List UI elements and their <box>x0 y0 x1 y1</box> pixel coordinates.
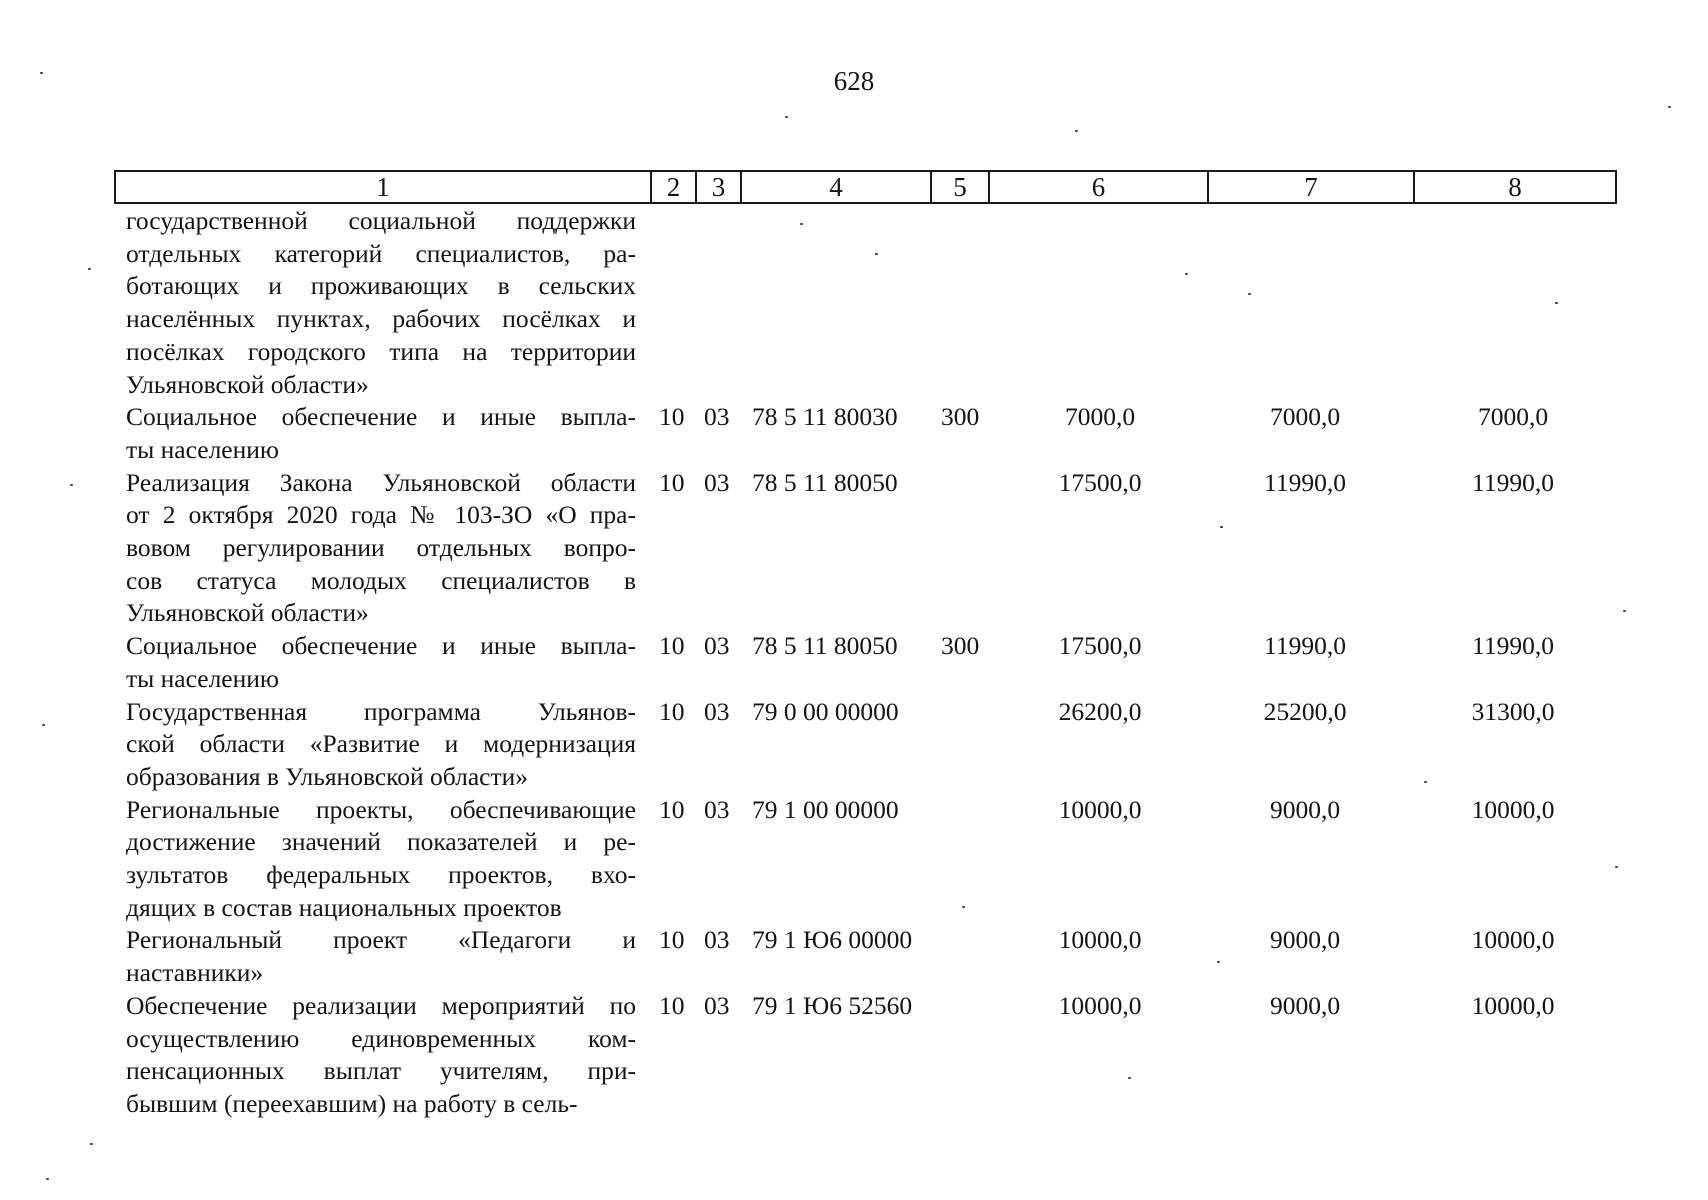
amount-col8-cell: 11990,0 <box>1472 631 1554 661</box>
description-line: Региональные проекты, обеспечивающие <box>126 794 636 824</box>
subsection-code-cell: 03 <box>704 925 730 955</box>
expense-type-cell: 300 <box>941 631 980 661</box>
description-line: Ульяновской области» <box>126 369 369 399</box>
description-line: ты населению <box>126 434 279 464</box>
amount-col8-cell: 10000,0 <box>1471 990 1555 1020</box>
amount-col6-cell: 10000,0 <box>1058 925 1142 955</box>
table-row <box>0 924 1708 989</box>
column-header-2: 2 <box>652 172 697 202</box>
amount-col8-cell: 7000,0 <box>1477 402 1549 432</box>
amount-col6-cell: 26200,0 <box>1058 696 1142 726</box>
amount-col6-cell: 17500,0 <box>1058 467 1142 497</box>
row-description <box>126 990 636 1121</box>
target-article-cell: 78 5 11 80050 <box>752 467 898 497</box>
section-code-cell: 10 <box>659 467 685 497</box>
amount-col6-cell: 10000,0 <box>1058 794 1142 824</box>
table-row <box>0 630 1708 695</box>
amount-col7-cell: 9000,0 <box>1269 990 1341 1020</box>
table-row <box>0 696 1708 794</box>
table-header <box>114 170 1617 204</box>
target-article-cell: 78 5 11 80050 <box>752 631 898 661</box>
row-description <box>126 401 636 466</box>
table-row <box>0 467 1708 631</box>
table-body <box>0 205 1708 1121</box>
description-line: дящих в состав национальных проектов <box>126 892 562 922</box>
amount-col6-cell: 17500,0 <box>1058 631 1142 661</box>
column-header-6: 6 <box>990 172 1209 202</box>
subsection-code-cell: 03 <box>704 696 730 726</box>
amount-col7-cell: 9000,0 <box>1269 794 1341 824</box>
description-line: Реализация Закона Ульяновской области <box>126 467 636 497</box>
column-header-1: 1 <box>116 172 652 202</box>
target-article-cell: 79 1 Ю6 52560 <box>752 990 913 1020</box>
amount-col7-cell: 7000,0 <box>1269 402 1341 432</box>
column-header-3: 3 <box>697 172 742 202</box>
subsection-code-cell: 03 <box>704 990 730 1020</box>
amount-col8-cell: 31300,0 <box>1471 696 1555 726</box>
row-description <box>126 924 636 989</box>
section-code-cell: 10 <box>659 631 685 661</box>
table-row <box>0 401 1708 466</box>
row-description <box>126 794 636 925</box>
amount-col8-cell: 10000,0 <box>1471 925 1555 955</box>
target-article-cell: 79 1 00 00000 <box>752 794 899 824</box>
subsection-code-cell: 03 <box>704 467 730 497</box>
description-line: от 2 октября 2020 года № 103-ЗО «О пра- <box>126 500 636 530</box>
description-line: вовом регулировании отдельных вопро- <box>126 533 636 563</box>
amount-col7-cell: 11990,0 <box>1264 631 1346 661</box>
table-row <box>0 794 1708 925</box>
subsection-code-cell: 03 <box>704 794 730 824</box>
expense-type-cell: 300 <box>941 402 980 432</box>
description-line: бывшим (переехавшим) на работу в сель- <box>126 1088 578 1118</box>
description-line: пенсационных выплат учителям, при- <box>126 1056 636 1086</box>
column-header-5: 5 <box>932 172 990 202</box>
amount-col7-cell: 11990,0 <box>1264 467 1346 497</box>
section-code-cell: 10 <box>659 794 685 824</box>
row-description <box>126 467 636 631</box>
description-line: отдельных категорий специалистов, ра- <box>126 238 636 268</box>
section-code-cell: 10 <box>659 925 685 955</box>
description-line: Социальное обеспечение и иные выпла- <box>126 402 636 432</box>
description-line: населённых пунктах, рабочих посёлках и <box>126 304 636 334</box>
description-line: Региональный проект «Педагоги и <box>126 925 636 955</box>
description-line: ты населению <box>126 663 279 693</box>
amount-col8-cell: 10000,0 <box>1471 794 1555 824</box>
section-code-cell: 10 <box>659 990 685 1020</box>
description-line: государственной социальной поддержки <box>126 206 636 235</box>
description-line: образования в Ульяновской области» <box>126 761 529 791</box>
target-article-cell: 79 1 Ю6 00000 <box>752 925 913 955</box>
description-line: ской области «Развитие и модернизация <box>126 729 636 759</box>
description-line: Социальное обеспечение и иные выпла- <box>126 631 636 661</box>
subsection-code-cell: 03 <box>704 402 730 432</box>
description-line: Обеспечение реализации мероприятий по <box>126 990 636 1020</box>
description-line: посёлках городского типа на территории <box>126 336 636 366</box>
row-description <box>126 205 636 401</box>
amount-col6-cell: 10000,0 <box>1058 990 1142 1020</box>
column-header-7: 7 <box>1209 172 1415 202</box>
section-code-cell: 10 <box>659 402 685 432</box>
page-number: 628 <box>833 66 875 96</box>
amount-col7-cell: 25200,0 <box>1263 696 1347 726</box>
table-row <box>0 990 1708 1121</box>
amount-col6-cell: 7000,0 <box>1064 402 1136 432</box>
table-row <box>0 205 1708 401</box>
description-line: зультатов федеральных проектов, вхо- <box>126 860 636 890</box>
row-description <box>126 696 636 794</box>
description-line: осуществлению единовременных ком- <box>126 1023 636 1053</box>
description-line: ботающих и проживающих в сельских <box>126 271 636 301</box>
row-description <box>126 630 636 695</box>
column-header-4: 4 <box>742 172 932 202</box>
section-code-cell: 10 <box>659 696 685 726</box>
description-line: наставники» <box>126 958 264 988</box>
description-line: достижение значений показателей и ре- <box>126 827 636 857</box>
subsection-code-cell: 03 <box>704 631 730 661</box>
target-article-cell: 79 0 00 00000 <box>752 696 899 726</box>
description-line: сов статуса молодых специалистов в <box>126 565 636 595</box>
amount-col8-cell: 11990,0 <box>1472 467 1554 497</box>
description-line: Государственная программа Ульянов- <box>126 696 636 726</box>
column-header-8: 8 <box>1508 172 1522 202</box>
description-line: Ульяновской области» <box>126 598 369 628</box>
amount-col7-cell: 9000,0 <box>1269 925 1341 955</box>
target-article-cell: 78 5 11 80030 <box>752 402 898 432</box>
